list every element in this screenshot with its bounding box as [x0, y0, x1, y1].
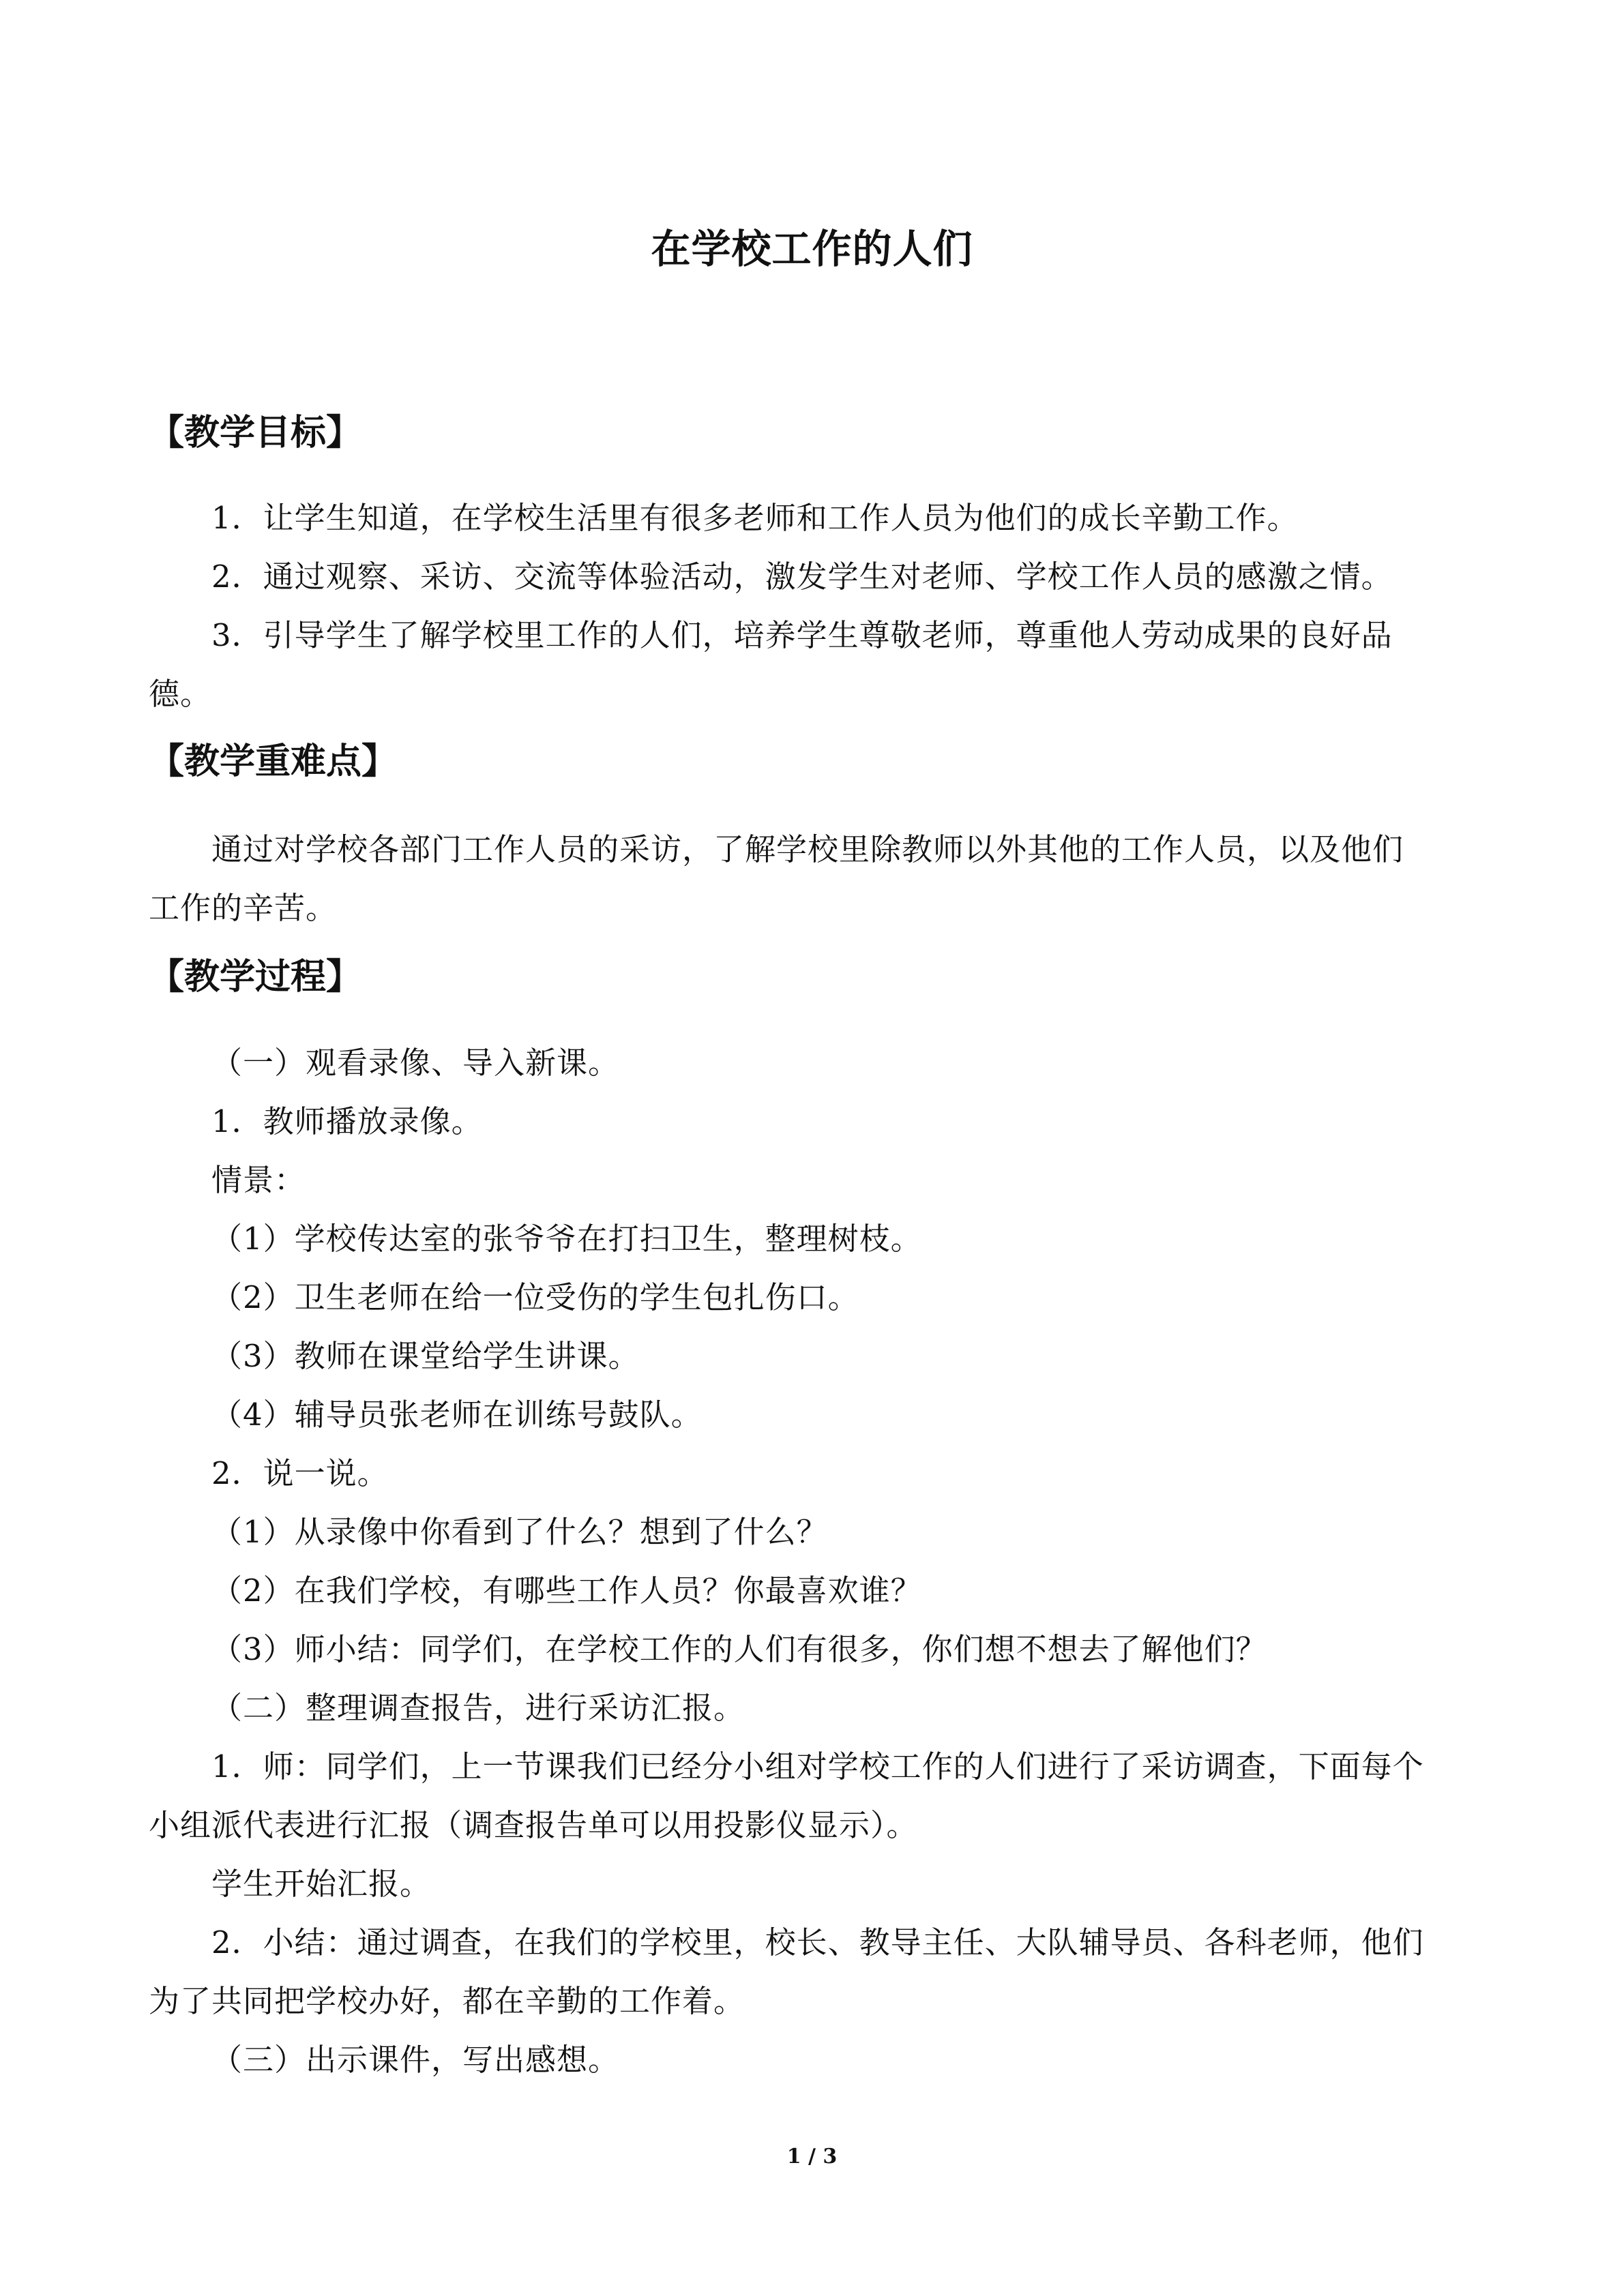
objective-line-3-cont: 德。	[149, 676, 212, 712]
process-line-13: 1．师：同学们，上一节课我们已经分小组对学校工作的人们进行了采访调查，下面每个	[211, 1748, 1424, 1785]
process-line-5: （2）卫生老师在给一位受伤的学生包扎伤口。	[211, 1279, 859, 1315]
objective-line-2: 2．通过观察、采访、交流等体验活动，激发学生对老师、学校工作人员的感激之情。	[211, 558, 1393, 595]
key-point-line-2: 工作的辛苦。	[149, 890, 338, 926]
objective-line-3: 3．引导学生了解学校里工作的人们，培养学生尊敬老师，尊重他人劳动成果的良好品	[211, 617, 1393, 653]
heading-key-points: 【教学重难点】	[149, 741, 398, 782]
process-line-3: 情景：	[211, 1162, 306, 1198]
process-line-14: 学生开始汇报。	[211, 1866, 432, 1902]
document-title: 在学校工作的人们	[651, 226, 973, 272]
process-line-7: （4）辅导员张老师在训练号鼓队。	[211, 1397, 703, 1433]
process-line-1: （一）观看录像、导入新课。	[211, 1045, 620, 1081]
heading-process: 【教学过程】	[149, 957, 362, 998]
process-line-13-cont: 小组派代表进行汇报（调查报告单可以用投影仪显示）。	[149, 1807, 918, 1843]
process-line-16: （三）出示课件，写出感想。	[211, 2042, 620, 2078]
key-point-line-1: 通过对学校各部门工作人员的采访，了解学校里除教师以外其他的工作人员，以及他们	[211, 831, 1404, 867]
process-line-8: 2．说一说。	[211, 1455, 389, 1491]
process-line-12: （二）整理调查报告，进行采访汇报。	[211, 1690, 745, 1726]
process-line-2: 1．教师播放录像。	[211, 1103, 483, 1139]
heading-objectives: 【教学目标】	[149, 413, 362, 453]
process-line-9: （1）从录像中你看到了什么？想到了什么？	[211, 1514, 828, 1550]
objective-line-1: 1．让学生知道，在学校生活里有很多老师和工作人员为他们的成长辛勤工作。	[211, 500, 1299, 536]
process-line-4: （1）学校传达室的张爷爷在打扫卫生，整理树枝。	[211, 1221, 922, 1257]
process-line-15: 2．小结：通过调查，在我们的学校里，校长、教导主任、大队辅导员、各科老师，他们	[211, 1924, 1424, 1960]
process-line-10: （2）在我们学校，有哪些工作人员？你最喜欢谁？	[211, 1572, 922, 1609]
process-line-15-cont: 为了共同把学校办好，都在辛勤的工作着。	[149, 1983, 745, 2019]
page-number: 1 / 3	[786, 2145, 838, 2168]
process-line-11: （3）师小结：同学们，在学校工作的人们有很多，你们想不想去了解他们？	[211, 1631, 1267, 1667]
process-line-6: （3）教师在课堂给学生讲课。	[211, 1338, 640, 1374]
